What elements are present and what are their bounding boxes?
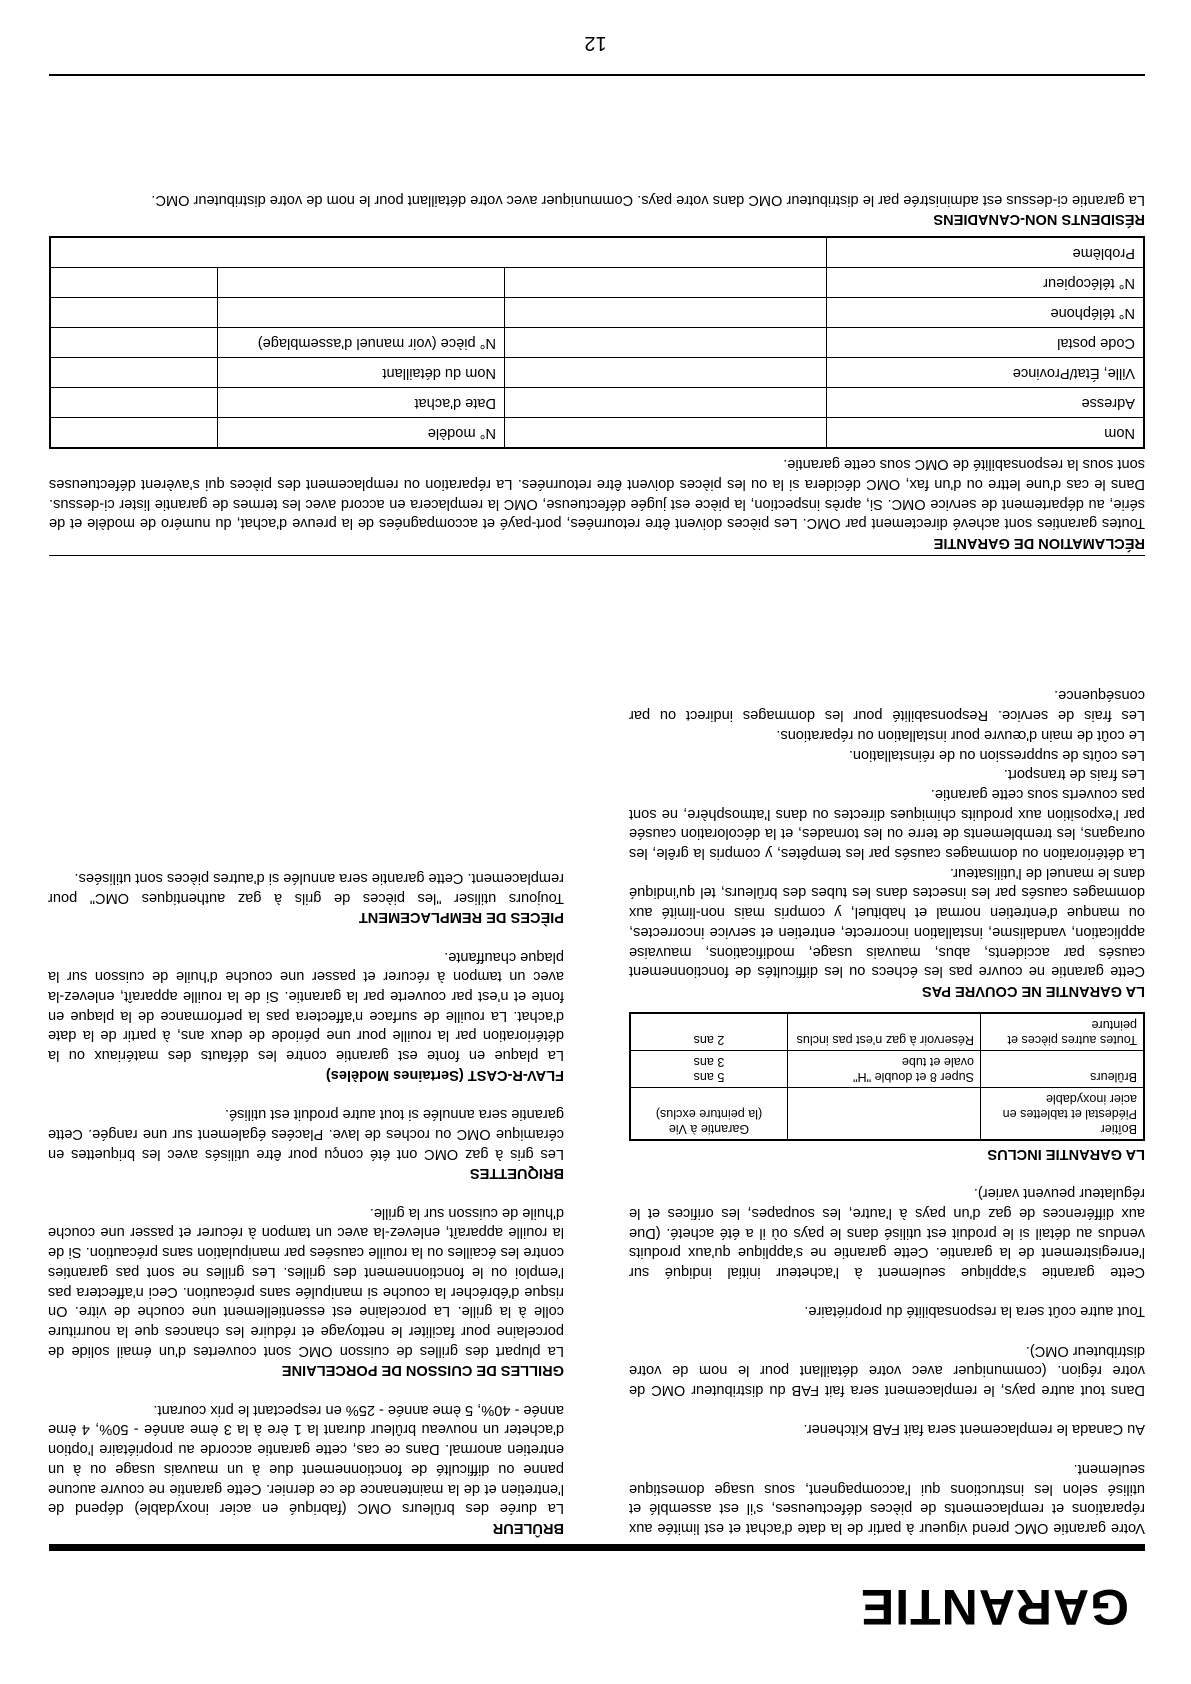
- table-row: [630, 1013, 1144, 1051]
- table-row: [50, 358, 1144, 388]
- table-cell: [50, 418, 218, 449]
- replacement-parts-heading: PIÈCES DE REMPLACEMENT: [358, 909, 564, 926]
- grill-heading: GRILLES DE CUISSON DE PORCELAINE: [281, 1362, 564, 1379]
- table-row: [50, 298, 1144, 328]
- not-covered-item: Les coûts de suppression ou de réinstallation.: [848, 746, 1145, 763]
- table-cell: [505, 298, 827, 328]
- claim-paragraph: Toutes garanties sont achevé directement par OMC. Les pièces doivent être retournées, port-payé et accompagnées de la preuve d'achat, du numéro de modèle et de série, au département de service OMC. Si, après inspection, la pièce est jugée défectueuse, OMC la remplacera en accord avec les termes de garantie lister ci-dessus. Dans le cas d'une lettre ou d'un fax, OMC décidera si la ou les pièces doivent être retournées. La réparation ou remplacement des pièces qui s'avèrent défectueuses sont sous la responsabilité de OMC sous cette garantie.: [49, 456, 1145, 532]
- table-row: [50, 268, 1144, 298]
- footer-divider: [49, 74, 1145, 76]
- other-country-paragraph: Dans tout autre pays, le remplacement sera fait FAB du distributeur OMC de votre région. (communiquer avec votre détaillant pour le nom de votre distributeur OMC).: [629, 1342, 1145, 1399]
- table-cell: [505, 268, 827, 298]
- not-covered-heading: LA GARANTIE NE COUVRE PAS: [922, 983, 1145, 1000]
- table-cell: [505, 418, 827, 449]
- not-covered-item: Les frais de transport.: [1003, 766, 1145, 783]
- table-cell: [505, 328, 827, 358]
- table-cell: Brûleurs: [981, 1051, 1145, 1088]
- table-cell: 2 ans: [630, 1013, 788, 1051]
- briquettes-heading: BRIQUETTES: [469, 1165, 564, 1182]
- table-cell: [50, 328, 218, 358]
- table-cell: Problème: [827, 237, 1145, 268]
- table-cell: Nom du détaillant: [218, 358, 505, 388]
- page-number: 12: [584, 32, 607, 54]
- claim-section: [49, 189, 1145, 552]
- table-cell: N° téléphone: [827, 298, 1145, 328]
- table-cell: [50, 237, 827, 268]
- intro-paragraph: Votre garantie OMC prend vigueur à partir de la date d'achat et est limitée aux réparations et remplacements de pièces défectueuses, s'il est assemblé et utilisé selon les instructions qui l'accompagnent, sous usage domestique seulement.: [629, 1460, 1145, 1536]
- table-cell: [50, 298, 218, 328]
- included-heading: LA GARANTIE INCLUS: [987, 1145, 1145, 1162]
- table-cell: Code postal: [827, 328, 1145, 358]
- non-resident-paragraph: La garantie ci-dessus est administrée par le distributeur OMC dans votre pays. Communiquer avec votre détaillant pour le nom de votre distributeur OMC.: [151, 191, 1145, 208]
- title-divider: [49, 1544, 1145, 1551]
- table-cell: Réservoir à gaz n'est pas inclus: [788, 1013, 981, 1051]
- table-row: [50, 418, 1144, 449]
- left-column: [629, 685, 1145, 1537]
- table-row: [630, 1051, 1144, 1088]
- table-cell: Toutes autres pièces et peinture: [981, 1013, 1145, 1051]
- table-cell: [50, 388, 218, 418]
- grill-paragraph: La plupart des grilles de cuisson OMC sont couvertes d'un émail solide de porcelaine pour faciliter le nettoyage et réduire les chances que la nourriture colle à la grille. La porcelaine est essentiellement une couche de vitre. On risque d'ébrécher la couche si manipulée sans précaution. Ceci n'affectera pas l'emploi ou le fonctionnement des grilles. Les grilles ne sont pas garanties contre les écailles ou la rouille causées par manipulation sans précaution. Si de la rouille apparaît, enlevez-la avec un tampon à récurer et passer une couche d'huile de cuisson sur la grille.: [48, 1204, 564, 1359]
- table-cell: [218, 298, 505, 328]
- non-resident-heading: RÉSIDENTS NON-CANADIENS: [933, 211, 1145, 228]
- canada-paragraph: Au Canada le remplacement sera fait FAB Kitchener.: [803, 1421, 1145, 1438]
- table-cell: Garantie à Vie (la peinture exclus): [630, 1088, 788, 1141]
- table-cell: Adresse: [827, 388, 1145, 418]
- table-row: [50, 237, 1144, 268]
- table-cell: Super 8 et double "H" ovale et tube: [788, 1051, 981, 1088]
- page-title: GARANTIE: [859, 1579, 1129, 1635]
- table-cell: [505, 388, 827, 418]
- table-cell: [218, 268, 505, 298]
- table-cell: 5 ans 3 ans: [630, 1051, 788, 1088]
- replacement-parts-paragraph: Toujours utiliser "les pièces de grils à gaz authentiques OMC" pour remplacement. Cette garantie sera annulée si d'autres pièces sont utilisées.: [48, 869, 564, 906]
- burner-heading: BRÛLEUR: [492, 1520, 564, 1536]
- table-cell: [788, 1088, 981, 1141]
- not-covered-paragraph: Cette garantie ne couvre pas les échecs ou les difficultés de fonctionnement causés par accidents, abus, mauvais usage, modifications, mauvaise application, vandalisme, installation incorrecte, entretien et service incorrectes, ou manque d'entretien normal et habituel, y compris mais non-limité aux dommages causés par les insectes dans les tubes des brûleurs, tel qu'indiqué dans le manuel de l'utilisateur.: [629, 864, 1145, 980]
- table-cell: N° télécopieur: [827, 268, 1145, 298]
- not-covered-item: Les frais de service. Responsabilité pour les dommages indirect ou par conséquence.: [629, 687, 1145, 724]
- claim-form-table: [49, 236, 1145, 449]
- table-row: [630, 1088, 1144, 1141]
- table-cell: [50, 358, 218, 388]
- right-column: [48, 867, 564, 1537]
- table-cell: N° pièce (voir manuel d'assemblage): [218, 328, 505, 358]
- flav-r-cast-paragraph: La plaque en fonte est garantie contre les défauts des matériaux ou la détérioration par la rouille pour une période de deux ans, à partir de la date d'achat. La rouille de surface n'affectera pas la performance de la plaque en fonte et n'est par couverte par la garantie. Si de la rouille apparaît, enlevez-la avec un tampon à récurer et passer une couche d'huile de cuisson sur la plaque chauffante.: [48, 948, 564, 1064]
- cost-paragraph: Tout autre coût sera la responsabilité du propriétaire.: [804, 1303, 1145, 1320]
- table-cell: N° modèle: [218, 418, 505, 449]
- not-covered-item: Le coût de main d'œuvre pour installation ou réparations.: [776, 726, 1145, 743]
- table-cell: Ville, État/Province: [827, 358, 1145, 388]
- table-cell: Date d'achat: [218, 388, 505, 418]
- flav-r-cast-heading: FLAV-R-CAST (Sertaines Modèles): [325, 1066, 564, 1083]
- table-row: [50, 388, 1144, 418]
- briquettes-paragraph: Les gris à gaz OMC ont été conçu pour être utilisés avec les briquettes en céramique OMC ou roches de lave. Placées également sur une rangée. Cette garantie sera annulée si tout autre produit est utilisé.: [48, 1106, 564, 1162]
- burner-paragraph: La durée des brûleurs OMC (fabriqué en acier inoxydable) dépend de l'entretien et de la maintenance de ce dernier. Cette garantie ne couvre aucune panne ou difficulté de fonctionnement due à un mauvais usage ou à un entretien anormal. Dans ce cas, cette garantie accorde au propriétaire l'option d'acheter un nouveau brûleur durant la 1 ère à la 3 ème année - 50%, 4 ème année - 40%, 5 ème année - 25% en respectant le prix courant.: [48, 1401, 564, 1517]
- table-cell: Nom: [827, 418, 1145, 449]
- included-table: [629, 1012, 1145, 1141]
- table-cell: [50, 268, 218, 298]
- table-cell: Boîtier Piédestal et tablettes en acier inoxydable: [981, 1088, 1145, 1141]
- applies-paragraph: Cette garantie s'applique seulement à l'acheteur initial indiqué sur l'enregistrement de la garantie. Cette garantie ne s'applique qu'aux produits vendus au détail si le produit est utilisé dans le pays où il a été acheté. (Due aux différences de gaz d'un pays à l'autre, les soupapes, les orifices et le régulateur peuvent varier).: [629, 1185, 1145, 1280]
- section-divider: [49, 555, 1145, 556]
- weather-paragraph: La détérioration ou dommages causés par les tempêtes, y compris la grêle, les ouragans, les tremblements de terre ou les tornades, et la décoloration causée par l'exposition aux produits chimiques directes ou dans l'atmosphère, ne sont pas couverts sous cette garantie.: [629, 785, 1145, 862]
- table-cell: [505, 358, 827, 388]
- table-row: [50, 328, 1144, 358]
- claim-heading: RÉCLAMATION DE GARANTIE: [933, 535, 1145, 551]
